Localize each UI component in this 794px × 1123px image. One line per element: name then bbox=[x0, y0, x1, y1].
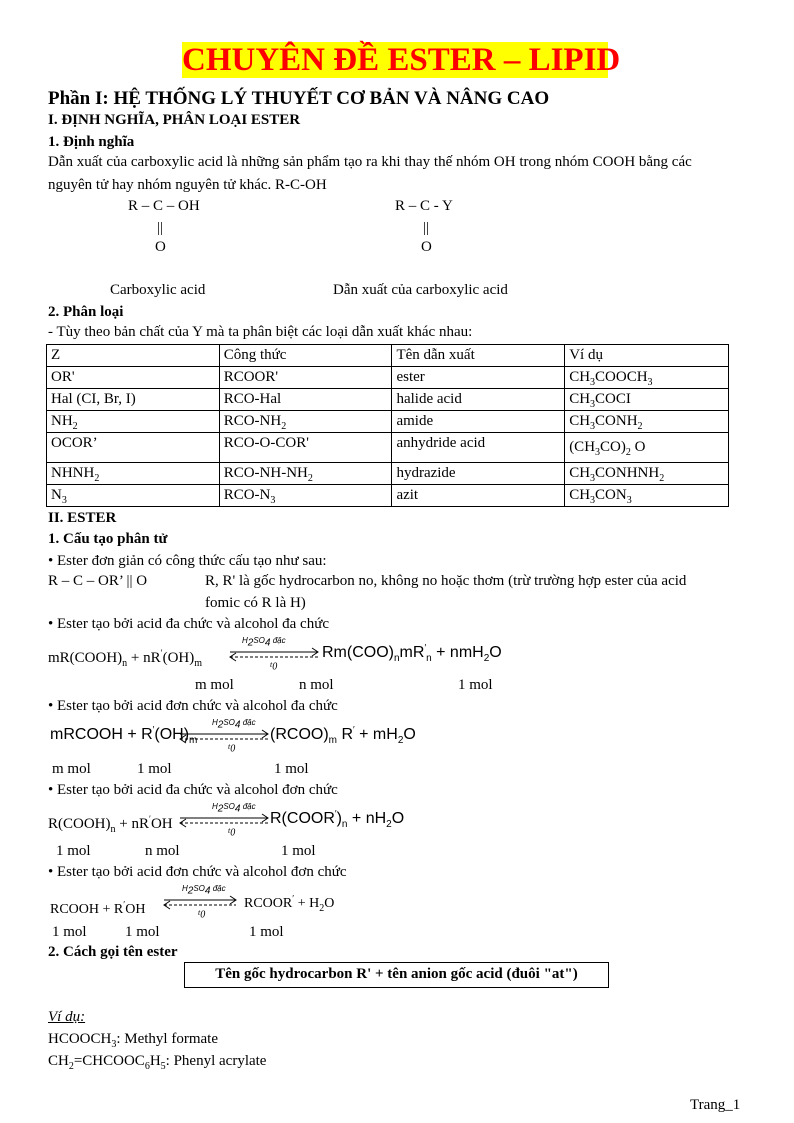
carboxylic-acid-formula: R – C – OH bbox=[128, 198, 200, 214]
naming-heading: 2. Cách gọi tên ester bbox=[48, 944, 178, 960]
table-header-cell: Tên dẫn xuất bbox=[392, 345, 565, 367]
table-cell: OCOR’ bbox=[47, 433, 220, 463]
table-header-cell: Z bbox=[47, 345, 220, 367]
reaction-4-condition: $t_0$ bbox=[198, 908, 206, 921]
classification-intro: - Tùy theo bản chất của Y mà ta phân biệt các loại dẫn xuất khác nhau: bbox=[48, 324, 473, 340]
derivative-table bbox=[46, 344, 729, 507]
derivative-oxygen: O bbox=[421, 239, 432, 255]
reaction-3-mol: n mol bbox=[145, 843, 180, 859]
table-row bbox=[47, 433, 729, 463]
table-header-row bbox=[47, 345, 729, 367]
reaction-1-condition: $t_0$ bbox=[270, 660, 278, 673]
reaction-2-mol: m mol bbox=[52, 761, 91, 777]
simple-ester-bullet: • Ester đơn giản có công thức cấu tạo như sau: bbox=[48, 553, 327, 569]
table-cell: amide bbox=[392, 411, 565, 433]
reaction-2-equation bbox=[48, 718, 468, 758]
table-cell: $CH_3COCI$ bbox=[565, 389, 729, 411]
carboxylic-acid-oxygen: O bbox=[155, 239, 166, 255]
reaction-3-equation bbox=[48, 802, 468, 842]
table-header-cell: Ví dụ bbox=[565, 345, 729, 367]
definition-heading: 1. Định nghĩa bbox=[48, 134, 135, 150]
reaction-3-condition: $t_0$ bbox=[228, 826, 236, 839]
reaction-4-equation bbox=[48, 884, 468, 924]
part1-heading: Phần I: HỆ THỐNG LÝ THUYẾT CƠ BẢN VÀ NÂNG CAO bbox=[48, 88, 550, 109]
reaction-3-mol: 1 mol bbox=[56, 843, 91, 859]
table-cell: RCO-Hal bbox=[219, 389, 392, 411]
table-cell: hydrazide bbox=[392, 463, 565, 485]
table-cell: $(CH_3CO)_2$ O bbox=[565, 433, 729, 463]
table-cell: $NHNH_2$ bbox=[47, 463, 220, 485]
reaction-3-bullet: • Ester tạo bởi acid đa chức và alcohol đơn chức bbox=[48, 782, 338, 798]
classification-heading: 2. Phân loại bbox=[48, 304, 124, 320]
table-cell: RCO-O-COR' bbox=[219, 433, 392, 463]
section2-heading: II. ESTER bbox=[48, 510, 117, 526]
reaction-4-catalyst: $H_2SO_4$ đặc bbox=[182, 884, 226, 897]
table-header-cell: Công thức bbox=[219, 345, 392, 367]
section1-heading: I. ĐỊNH NGHĨA, PHÂN LOẠI ESTER bbox=[48, 112, 301, 128]
table-cell: $CH_3CON_3$ bbox=[565, 485, 729, 507]
table-cell: Hal (CI, Br, I) bbox=[47, 389, 220, 411]
carboxylic-acid-double-bond: || bbox=[157, 220, 164, 236]
table-cell: $NH_2$ bbox=[47, 411, 220, 433]
reaction-4-bullet: • Ester tạo bởi acid đơn chức và alcohol đơn chức bbox=[48, 864, 347, 880]
simple-ester-formula: R – C – OR’ || O bbox=[48, 573, 148, 589]
equilibrium-arrow-icon bbox=[176, 728, 272, 748]
table-cell: RCOOR' bbox=[219, 367, 392, 389]
reaction-2-catalyst: $H_2SO_4$ đặc bbox=[212, 718, 256, 731]
reaction-1-mol: n mol bbox=[299, 677, 334, 693]
table-cell: RCO-$N_3$ bbox=[219, 485, 392, 507]
reaction-4-mol: 1 mol bbox=[125, 924, 160, 940]
naming-rule-box: Tên gốc hydrocarbon R' + tên anion gốc acid (đuôi "at") bbox=[184, 962, 609, 988]
structure-heading: 1. Cấu tạo phân tử bbox=[48, 531, 168, 547]
definition-line-2: nguyên tử hay nhóm nguyên tử khác. R-C-OH bbox=[48, 177, 327, 193]
derivative-double-bond: || bbox=[423, 220, 430, 236]
reaction-4-products: RCOOR′ + $H_2O$ bbox=[244, 893, 335, 914]
table-cell: azit bbox=[392, 485, 565, 507]
page-number: Trang_1 bbox=[690, 1097, 741, 1113]
table-cell: ester bbox=[392, 367, 565, 389]
reaction-1-catalyst: $H_2SO_4$ đặc bbox=[242, 636, 286, 649]
derivative-formula: R – C - Y bbox=[395, 198, 453, 214]
table-cell: $CH_3CONHNH_2$ bbox=[565, 463, 729, 485]
table-cell: halide acid bbox=[392, 389, 565, 411]
carboxylic-acid-caption: Carboxylic acid bbox=[110, 282, 206, 298]
table-cell: RCO-$NH-NH_2$ bbox=[219, 463, 392, 485]
definition-line-1: Dẫn xuất của carboxylic acid là những sản phẩm tạo ra khi thay thế nhóm OH trong nhóm COOH bằng các bbox=[48, 154, 692, 170]
reaction-2-bullet: • Ester tạo bởi acid đơn chức và alcohol đa chức bbox=[48, 698, 338, 714]
table-cell: $N_3$ bbox=[47, 485, 220, 507]
reaction-3-catalyst: $H_2SO_4$ đặc bbox=[212, 802, 256, 815]
table-row bbox=[47, 485, 729, 507]
table-cell: $CH_3CONH_2$ bbox=[565, 411, 729, 433]
example-label: Ví dụ: bbox=[48, 1009, 86, 1025]
simple-ester-note-1: R, R' là gốc hydrocarbon no, không no hoặc thơm (trừ trường hợp ester của acid bbox=[205, 573, 687, 589]
example-item: $HCOOCH_3$: Methyl formate bbox=[48, 1031, 218, 1050]
reaction-1-reactants: $mR(COOH)_n + nR'(OH)_m$ bbox=[48, 648, 203, 669]
table-cell: $CH_3COOCH_3$ bbox=[565, 367, 729, 389]
table-row bbox=[47, 463, 729, 485]
reaction-1-bullet: • Ester tạo bởi acid đa chức và alcohol đa chức bbox=[48, 616, 329, 632]
table-row bbox=[47, 411, 729, 433]
reaction-1-products: $Rm(COO)_nmR'_n + nmH_2O$ bbox=[322, 642, 502, 665]
equilibrium-arrow-icon bbox=[176, 812, 272, 832]
reaction-4-reactants: RCOOH + R′OH bbox=[50, 899, 146, 917]
reaction-3-mol: 1 mol bbox=[281, 843, 316, 859]
table-row bbox=[47, 367, 729, 389]
simple-ester-note-2: fomic có R là H) bbox=[205, 595, 306, 611]
reaction-2-products: $(RCOO)_m$ $R' + mH_2O$ bbox=[270, 724, 416, 747]
reaction-3-products: $R(COOR')_n + nH_2O$ bbox=[270, 808, 405, 831]
reaction-2-condition: $t_0$ bbox=[228, 742, 236, 755]
reaction-1-mol: 1 mol bbox=[458, 677, 493, 693]
reaction-4-mol: 1 mol bbox=[52, 924, 87, 940]
reaction-2-mol: 1 mol bbox=[274, 761, 309, 777]
table-cell: RCO-$NH_2$ bbox=[219, 411, 392, 433]
reaction-1-equation bbox=[48, 636, 548, 676]
example-item: $CH_2=CHCOOC_6H_5$: Phenyl acrylate bbox=[48, 1053, 267, 1072]
reaction-3-reactants: $R(COOH)_n + nR'OH$ bbox=[48, 814, 173, 835]
reaction-1-mol: m mol bbox=[195, 677, 234, 693]
reaction-2-mol: 1 mol bbox=[137, 761, 172, 777]
reaction-2-reactants: mRCOOH + $R'(OH)_m$ bbox=[50, 724, 198, 747]
table-cell: OR' bbox=[47, 367, 220, 389]
derivative-caption: Dẫn xuất của carboxylic acid bbox=[333, 282, 508, 298]
document-title: CHUYÊN ĐỀ ESTER – LIPID bbox=[182, 42, 621, 78]
table-cell: anhydride acid bbox=[392, 433, 565, 463]
reaction-4-mol: 1 mol bbox=[249, 924, 284, 940]
table-row bbox=[47, 389, 729, 411]
